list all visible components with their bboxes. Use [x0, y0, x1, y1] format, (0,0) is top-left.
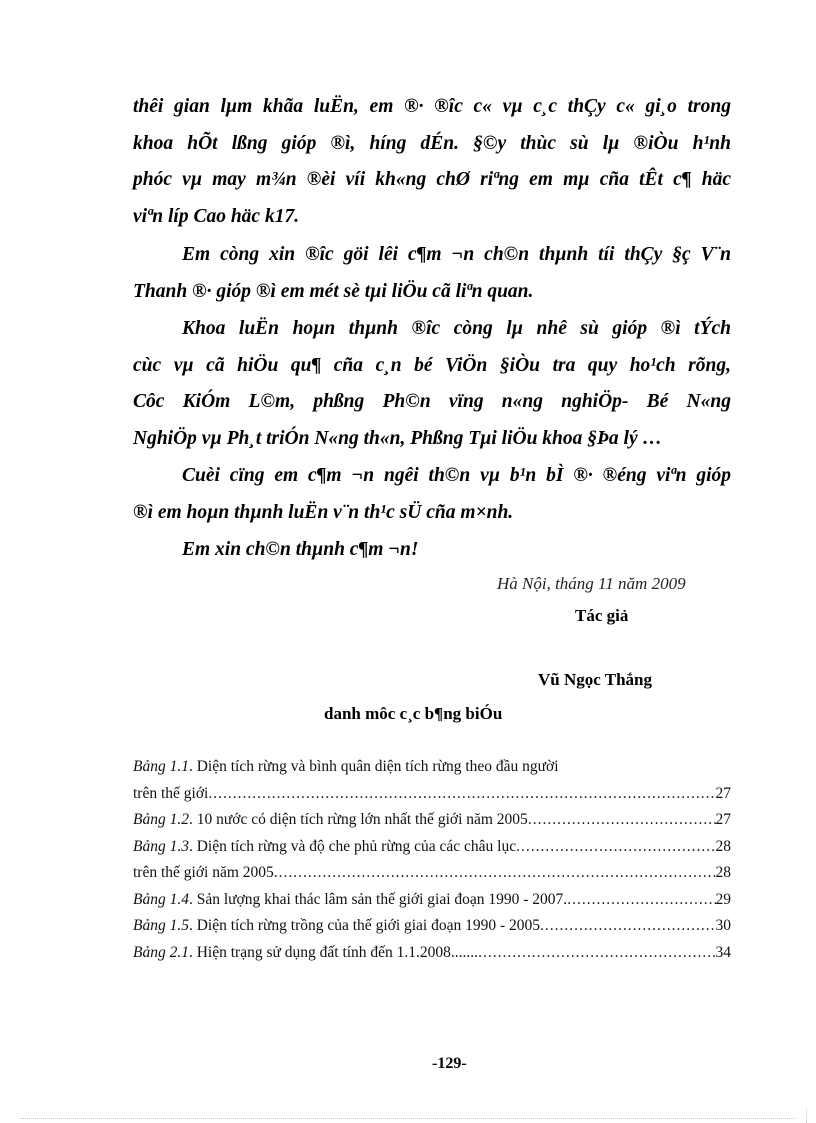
- leader-dots: [208, 785, 715, 803]
- text-line: cùc vµ cã hiÖu qu¶ cña c¸n bé ViÖn §iÒu tra quy ho¹ch rõng,: [133, 354, 731, 376]
- leader-dots: [274, 864, 716, 882]
- text-line: Khoa luËn hoµn thµnh ®îc còng lµ nhê sù gióp ®ì tÝch: [182, 318, 731, 339]
- toc-title: . Hiện trạng sử dụng đất tính đến 1.1.2008.......: [188, 943, 479, 961]
- toc-page: 28: [715, 864, 731, 881]
- leader-dots: [516, 838, 715, 856]
- toc-page: 30: [715, 917, 731, 934]
- paragraph-4: [133, 458, 731, 531]
- toc-page: 27: [715, 784, 731, 802]
- toc-title: . Diện tích rừng và bình quân diện tích rừng theo đầu người: [188, 758, 559, 775]
- toc-title: . Diện tích rừng trồng của thế giới giai đoạn 1990 - 2005: [188, 917, 541, 934]
- text-line: thêi gian lµm khãa luËn, em ®· ®îc c« vµ c¸c thÇy c« gi¸o trong: [133, 96, 731, 117]
- paragraph-5: [133, 532, 731, 569]
- toc-label: Bảng 1.3: [133, 837, 189, 855]
- toc-title: trên thế giới năm 2005: [133, 864, 274, 881]
- text-line: Thanh ®· gióp ®ì em mét sè tµi liÖu cã liªn quan.: [133, 280, 534, 302]
- signature-name: Vũ Ngọc Thắng: [538, 670, 652, 689]
- toc-label: Bảng 1.4: [133, 890, 189, 908]
- toc-page: 27: [715, 811, 731, 828]
- toc-page: 34: [715, 943, 731, 961]
- toc-title: . 10 nước có diện tích rừng lớn nhất thế giới năm 2005: [188, 811, 528, 828]
- toc-page: 28: [715, 837, 731, 855]
- toc-entry: [133, 944, 731, 971]
- signature-date: Hà Nội, tháng 11 năm 2009: [497, 574, 686, 593]
- text-line: Em còng xin ®îc göi lêi c¶m ¬n ch©n thµnh tíi thÇy §ç V¨n: [182, 244, 731, 265]
- toc-label: Bảng 2.1: [133, 943, 189, 961]
- leader-dots: [528, 811, 716, 829]
- text-line: Cuèi cïng em c¶m ¬n ngêi th©n vµ b¹n bÌ ®· ®éng viªn gióp: [182, 465, 731, 486]
- text-line: viªn líp Cao häc k17.: [133, 205, 300, 227]
- toc-label: Bảng 1.2: [133, 811, 189, 828]
- page-bottom-rule: [20, 1118, 796, 1119]
- paragraph-3: [133, 311, 731, 457]
- toc-entry: [133, 811, 731, 838]
- toc-entry: [133, 758, 731, 785]
- toc-entry: [133, 917, 731, 944]
- leader-dots: [478, 944, 715, 962]
- page-corner-mark: [806, 1108, 816, 1123]
- text-line: Em xin ch©n thµnh c¶m ¬n!: [182, 539, 419, 560]
- text-line: khoa hÕt lßng gióp ®ì, híng dÉn. §©y thùc sù lµ ®iÒu h¹nh: [133, 132, 731, 154]
- leader-dots: [540, 917, 715, 935]
- toc-page: 29: [715, 890, 731, 908]
- text-line: phóc vµ may m¾n ®èi víi kh«ng chØ riªng em mµ cña tÊt c¶ häc: [133, 169, 731, 190]
- text-line: ®ì em hoµn thµnh luËn v¨n th¹c sÜ cña m×nh.: [133, 501, 514, 523]
- toc-label: Bảng 1.1: [133, 758, 189, 775]
- toc-entry: [133, 891, 731, 918]
- toc-title: . Diện tích rừng và độ che phủ rừng của các châu lục: [188, 837, 517, 855]
- signature-role: Tác giả: [575, 606, 629, 625]
- table-of-tables: [133, 758, 731, 970]
- toc-label: Bảng 1.5: [133, 917, 189, 934]
- paragraph-1: [133, 89, 731, 235]
- paragraph-2: [133, 237, 731, 310]
- leader-dots: [567, 891, 715, 909]
- toc-entry: [133, 864, 731, 891]
- text-line: Côc KiÓm L©m, phßng Ph©n vïng n«ng nghiÖp- Bé N«ng: [133, 391, 731, 412]
- toc-title: . Sản lượng khai thác lâm sản thế giới giai đoạn 1990 - 2007.: [188, 890, 568, 908]
- toc-title: trên thế giới: [133, 784, 209, 802]
- table-list-title: danh môc c¸c b¶ng biÓu: [324, 704, 503, 723]
- text-line: NghiÖp vµ Ph¸t triÓn N«ng th«n, Phßng Tµi liÖu khoa §Þa lý …: [133, 427, 663, 449]
- page-number: -129-: [432, 1055, 467, 1072]
- toc-entry: [133, 838, 731, 865]
- toc-entry: [133, 785, 731, 812]
